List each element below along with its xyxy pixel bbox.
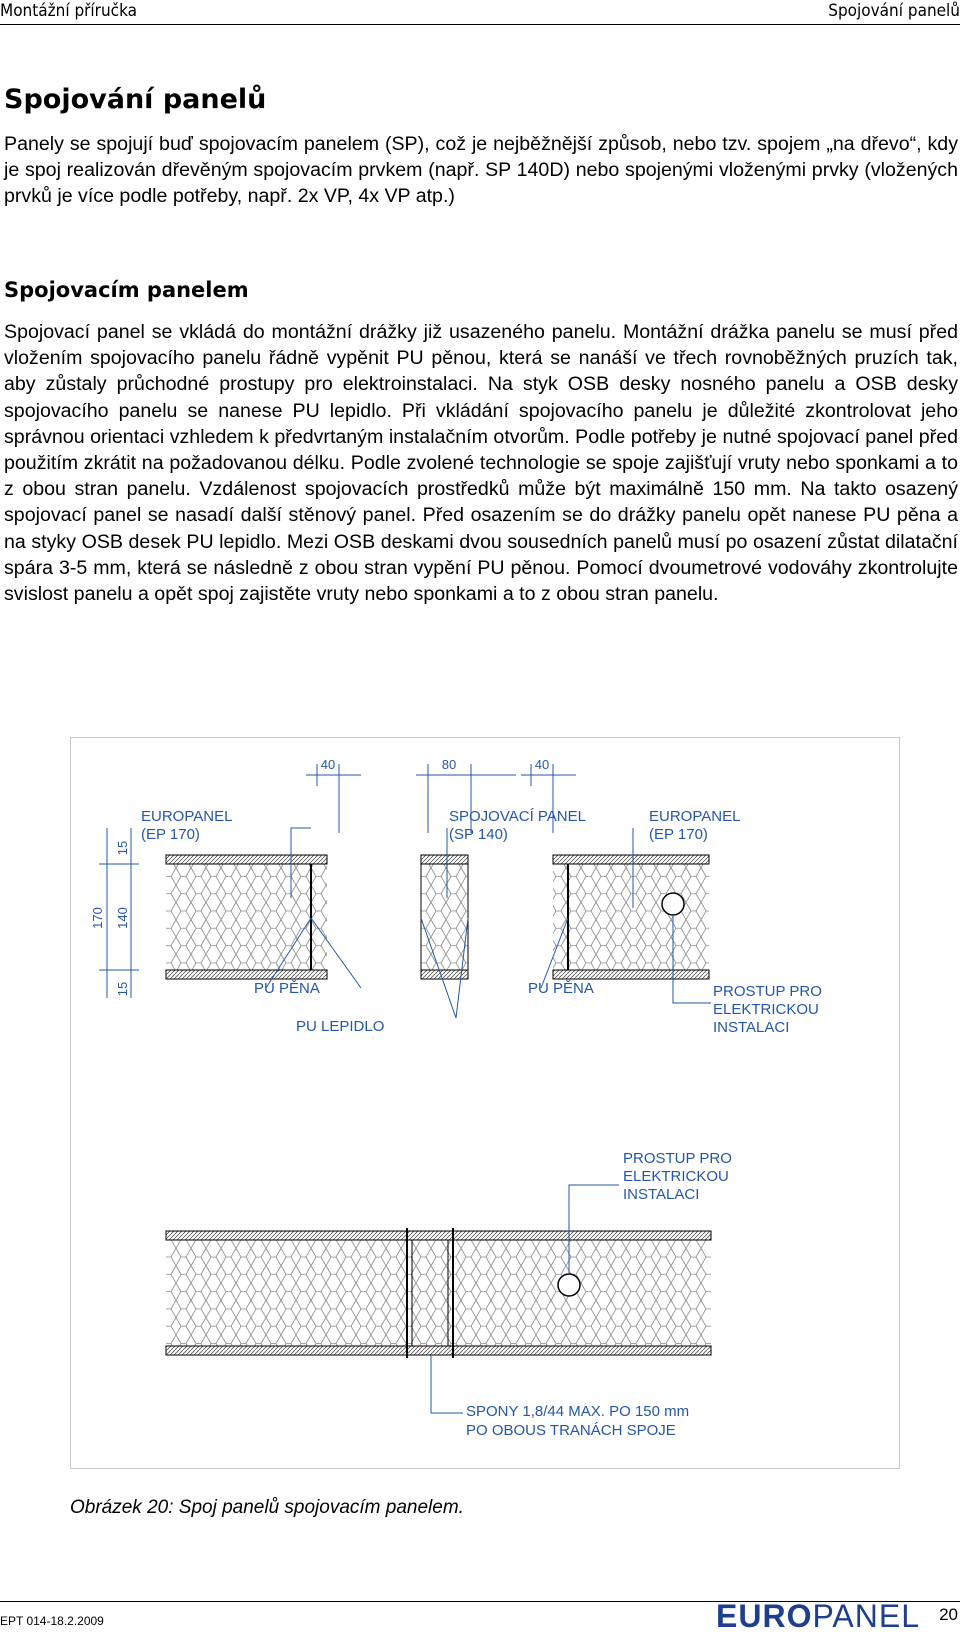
header-right: Spojování panelů [828, 1, 960, 21]
label-staples-1: SPONY 1,8/44 MAX. PO 150 mm [466, 1403, 690, 1420]
dim-left-4: 170 [90, 907, 105, 929]
label-electro-top-2: ELEKTRICKOU [713, 1001, 819, 1018]
body-paragraph: Spojovací panel se vkládá do montážní drážky již usazeného panelu. Montážní drážka panelu se musí před vložením spojovacího panelu řádně vypěnit PU pěnou, která se nanáší ve třech rovnoběžných pruzích tak, aby zůstaly průchodné prostupy pro elektroinstalaci. Na styk OSB desky nosného panelu a OSB desky spojovacího panelu se nanese PU lepidlo. Při vkládání spojovacího panelu je důležité zkontrolovat jeho správnou orientaci vzhledem k předvrtaným instalačním otvorům. Podle potřeby je nutné spojovací panel před použitím zkrátit na požadovanou délku. Podle zvolené technologie se spoje zajišťují vruty nebo sponkami a to z obou stran panelu. Vzdálenost spojovacích prostředků může být maximálně 150 mm. Na takto osazený spojovací panel se nasadí další stěnový panel. Před osazením se do drážky panelu opět nanese PU pěna a na styky OSB desek PU lepidlo. Mezi OSB deskami dvou sousedních panelů musí po osazení zůstat dilatační spára 3-5 mm, která se následně z obou stran vypění PU pěnou. Pomocí dvoumetrové vodováhy zkontrolujte svislost panelu a opět spoj zajistěte vruty nebo sponkami a to z obou stran panelu. [4, 321, 958, 606]
dim-left-1: 15 [115, 840, 130, 856]
panel-right [553, 855, 709, 979]
dim-top-2: 80 [441, 757, 457, 772]
label-right-panel-1: EUROPANEL [649, 808, 741, 825]
label-staples-2: PO OBOUS TRANÁCH SPOJE [466, 1422, 676, 1439]
panel-left [166, 855, 327, 979]
logo-bold: EURO [716, 1598, 813, 1634]
label-electro-top-1: PROSTUP PRO [713, 983, 822, 1000]
label-left-panel-1: EUROPANEL [141, 808, 233, 825]
footer-doc-id: EPT 014-18.2.2009 [0, 1614, 104, 1628]
joint-drawing [71, 738, 899, 1468]
label-pu-glue: PU LEPIDLO [296, 1018, 385, 1035]
label-joint-panel-1: SPOJOVACÍ PANEL [449, 808, 586, 825]
label-electro-top-3: INSTALACI [713, 1019, 790, 1036]
label-electro-bottom-1: PROSTUP PRO [623, 1150, 732, 1167]
label-electro-bottom-3: INSTALACI [623, 1186, 700, 1203]
page-header [0, 0, 960, 24]
dim-top-3: 40 [534, 757, 550, 772]
header-left: Montážní příručka [0, 1, 138, 21]
logo-regular: PANEL [812, 1598, 921, 1634]
label-joint-panel-2: (SP 140) [449, 826, 508, 843]
intro-paragraph: Panely se spojují buď spojovacím panelem (SP), což je nejběžnější způsob, nebo tzv. spojem „na dřevo“, kdy je spoj realizován dřevěným spojovacím prvkem (např. SP 140D) nebo spojenými vloženými prvky (vložených prvků je více podle potřeby, např. 2x VP, 4x VP atp.) [4, 133, 958, 208]
figure [70, 737, 900, 1469]
label-electro-bottom-2: ELEKTRICKOU [623, 1168, 729, 1185]
figure-caption: Obrázek 20: Spoj panelů spojovacím panelem. [70, 1497, 464, 1518]
header-rule [0, 24, 960, 25]
section-title: Spojovacím panelem [4, 278, 249, 302]
assembled-wall [166, 1228, 711, 1358]
europanel-logo [716, 1598, 920, 1635]
label-pu-foam-right: PU PĚNA [528, 980, 594, 997]
page-title: Spojování panelů [4, 84, 267, 115]
dim-left-3: 15 [115, 981, 130, 997]
label-left-panel-2: (EP 170) [141, 826, 200, 843]
label-right-panel-2: (EP 170) [649, 826, 708, 843]
dim-left-2: 140 [115, 907, 130, 929]
dim-top-1: 40 [320, 757, 336, 772]
joint-panel [421, 855, 468, 979]
page-number: 20 [939, 1605, 958, 1624]
label-pu-foam-left: PU PĚNA [254, 980, 320, 997]
